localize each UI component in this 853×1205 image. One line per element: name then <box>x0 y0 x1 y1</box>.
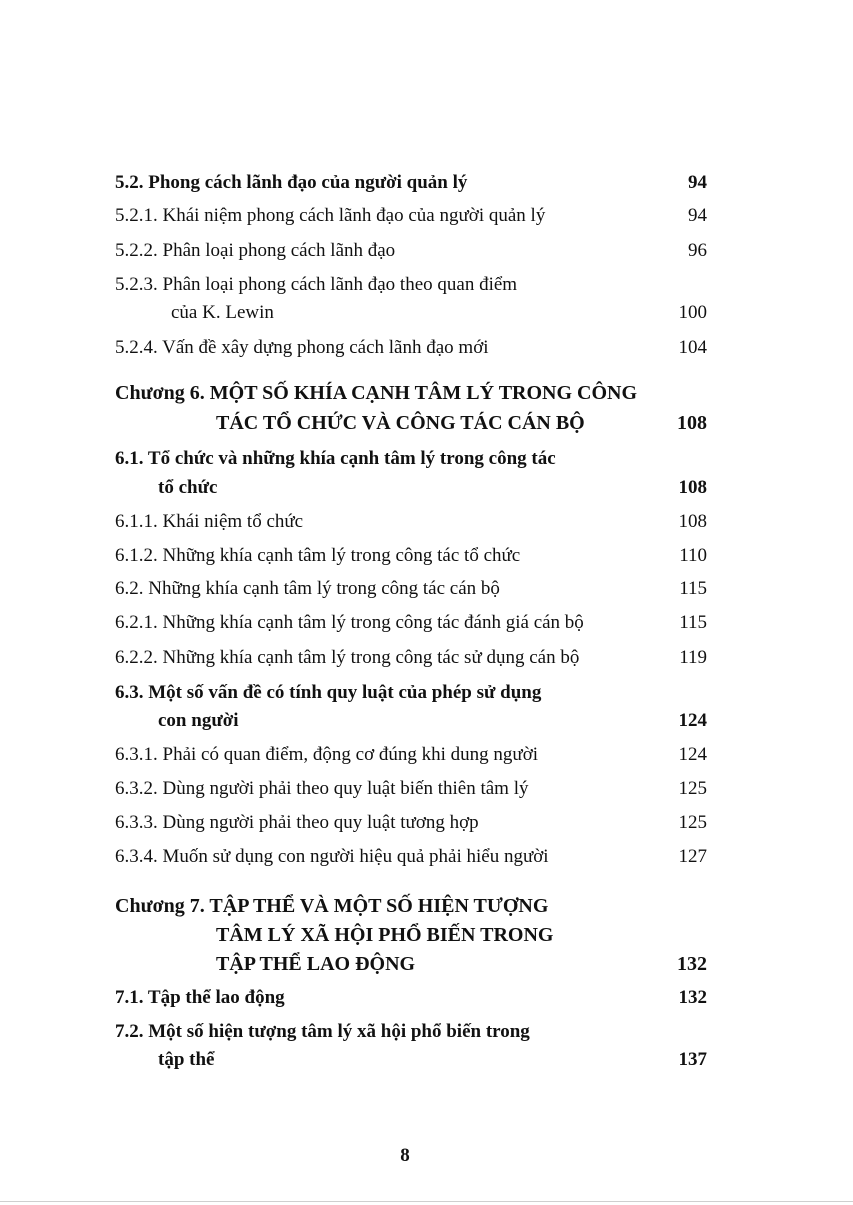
toc-entry-title: 5.2.2. Phân loại phong cách lãnh đạo <box>115 240 396 261</box>
toc-entry-page: 125 <box>678 812 707 833</box>
toc-entry-title: tập thể <box>158 1049 215 1070</box>
chapter-title: Chương 6. MỘT SỐ KHÍA CẠNH TÂM LÝ TRONG CÔNG <box>115 382 638 404</box>
toc-entry <box>0 774 853 804</box>
toc-entry <box>0 541 853 571</box>
chapter-heading <box>0 378 853 408</box>
toc-entry <box>0 608 853 638</box>
toc-entry <box>0 168 853 198</box>
toc-entry-title: 7.1. Tập thể lao động <box>115 987 285 1008</box>
toc-entry-page: 108 <box>678 511 707 532</box>
chapter-title: TÁC TỔ CHỨC VÀ CÔNG TÁC CÁN BỘ <box>216 412 585 434</box>
toc-entry <box>0 473 853 503</box>
toc-entry-page: 100 <box>678 302 707 323</box>
chapter-heading <box>0 949 853 979</box>
toc-entry <box>0 574 853 604</box>
toc-entry-title: tổ chức <box>158 477 218 498</box>
toc-entry <box>0 201 853 231</box>
toc-entry-title: 5.2.1. Khái niệm phong cách lãnh đạo của người quản lý <box>115 205 546 226</box>
toc-entry-title: 6.3.2. Dùng người phải theo quy luật biến thiên tâm lý <box>115 778 529 799</box>
toc-entry-page: 132 <box>678 987 707 1008</box>
toc-entry-page: 124 <box>678 744 707 765</box>
toc-entry-title: 5.2. Phong cách lãnh đạo của người quản lý <box>115 172 468 193</box>
toc-entry-title: 5.2.4. Vấn đề xây dựng phong cách lãnh đạo mới <box>115 337 489 358</box>
toc-entry-title: 6.3.4. Muốn sử dụng con người hiệu quả phải hiểu người <box>115 846 549 867</box>
toc-entry <box>0 808 853 838</box>
toc-entry-title: 7.2. Một số hiện tượng tâm lý xã hội phổ biến trong <box>115 1021 530 1042</box>
toc-entry-page: 119 <box>679 647 707 668</box>
chapter-title: Chương 7. TẬP THỂ VÀ MỘT SỐ HIỆN TƯỢNG <box>115 895 549 917</box>
toc-entry <box>0 678 853 708</box>
toc-entry-title: 6.2.1. Những khía cạnh tâm lý trong công tác đánh giá cán bộ <box>115 612 584 633</box>
toc-entry-title: 6.3. Một số vấn đề có tính quy luật của phép sử dụng <box>115 682 542 703</box>
toc-entry <box>0 643 853 673</box>
toc-entry <box>0 444 853 474</box>
toc-entry <box>0 1045 853 1075</box>
toc-entry-page: 104 <box>678 337 707 358</box>
chapter-title: TÂM LÝ XÃ HỘI PHỔ BIẾN TRONG <box>216 924 554 946</box>
toc-entry <box>0 298 853 328</box>
page-edge-divider <box>0 1201 853 1202</box>
toc-entry-title: 5.2.3. Phân loại phong cách lãnh đạo theo quan điểm <box>115 274 518 295</box>
toc-entry-title: 6.2. Những khía cạnh tâm lý trong công tác cán bộ <box>115 578 500 599</box>
toc-entry <box>0 270 853 300</box>
page-number: 8 <box>400 1145 410 1166</box>
toc-entry-page: 115 <box>679 612 707 633</box>
toc-entry <box>0 740 853 770</box>
toc-entry-page: 110 <box>679 545 707 566</box>
toc-entry-title: của K. Lewin <box>171 302 274 323</box>
toc-entry-title: 6.1.2. Những khía cạnh tâm lý trong công tác tổ chức <box>115 545 521 566</box>
toc-entry <box>0 983 853 1013</box>
toc-entry <box>0 1017 853 1047</box>
toc-entry-page: 94 <box>688 205 707 226</box>
toc-entry-page: 108 <box>678 477 707 498</box>
toc-entry-title: con người <box>158 710 239 731</box>
toc-entry-page: 132 <box>677 953 707 975</box>
toc-entry-page: 137 <box>678 1049 707 1070</box>
toc-entry-page: 115 <box>679 578 707 599</box>
toc-entry-title: 6.2.2. Những khía cạnh tâm lý trong công tác sử dụng cán bộ <box>115 647 580 668</box>
toc-entry-page: 96 <box>688 240 707 261</box>
toc-entry-page: 125 <box>678 778 707 799</box>
chapter-heading <box>0 920 853 950</box>
chapter-title: TẬP THỂ LAO ĐỘNG <box>216 953 416 975</box>
toc-entry-title: 6.1.1. Khái niệm tổ chức <box>115 511 304 532</box>
toc-entry-title: 6.3.1. Phải có quan điểm, động cơ đúng khi dung người <box>115 744 539 765</box>
toc-entry <box>0 507 853 537</box>
toc-entry-title: 6.1. Tổ chức và những khía cạnh tâm lý trong công tác <box>115 448 556 469</box>
toc-entry <box>0 236 853 266</box>
chapter-heading <box>0 408 853 438</box>
toc-entry <box>0 333 853 363</box>
toc-entry <box>0 842 853 872</box>
toc-entry-page: 94 <box>688 172 707 193</box>
toc-entry-page: 108 <box>677 412 707 434</box>
chapter-heading <box>0 891 853 921</box>
toc-entry-page: 124 <box>678 710 707 731</box>
toc-entry <box>0 706 853 736</box>
toc-entry-title: 6.3.3. Dùng người phải theo quy luật tương hợp <box>115 812 479 833</box>
toc-entry-page: 127 <box>678 846 707 867</box>
